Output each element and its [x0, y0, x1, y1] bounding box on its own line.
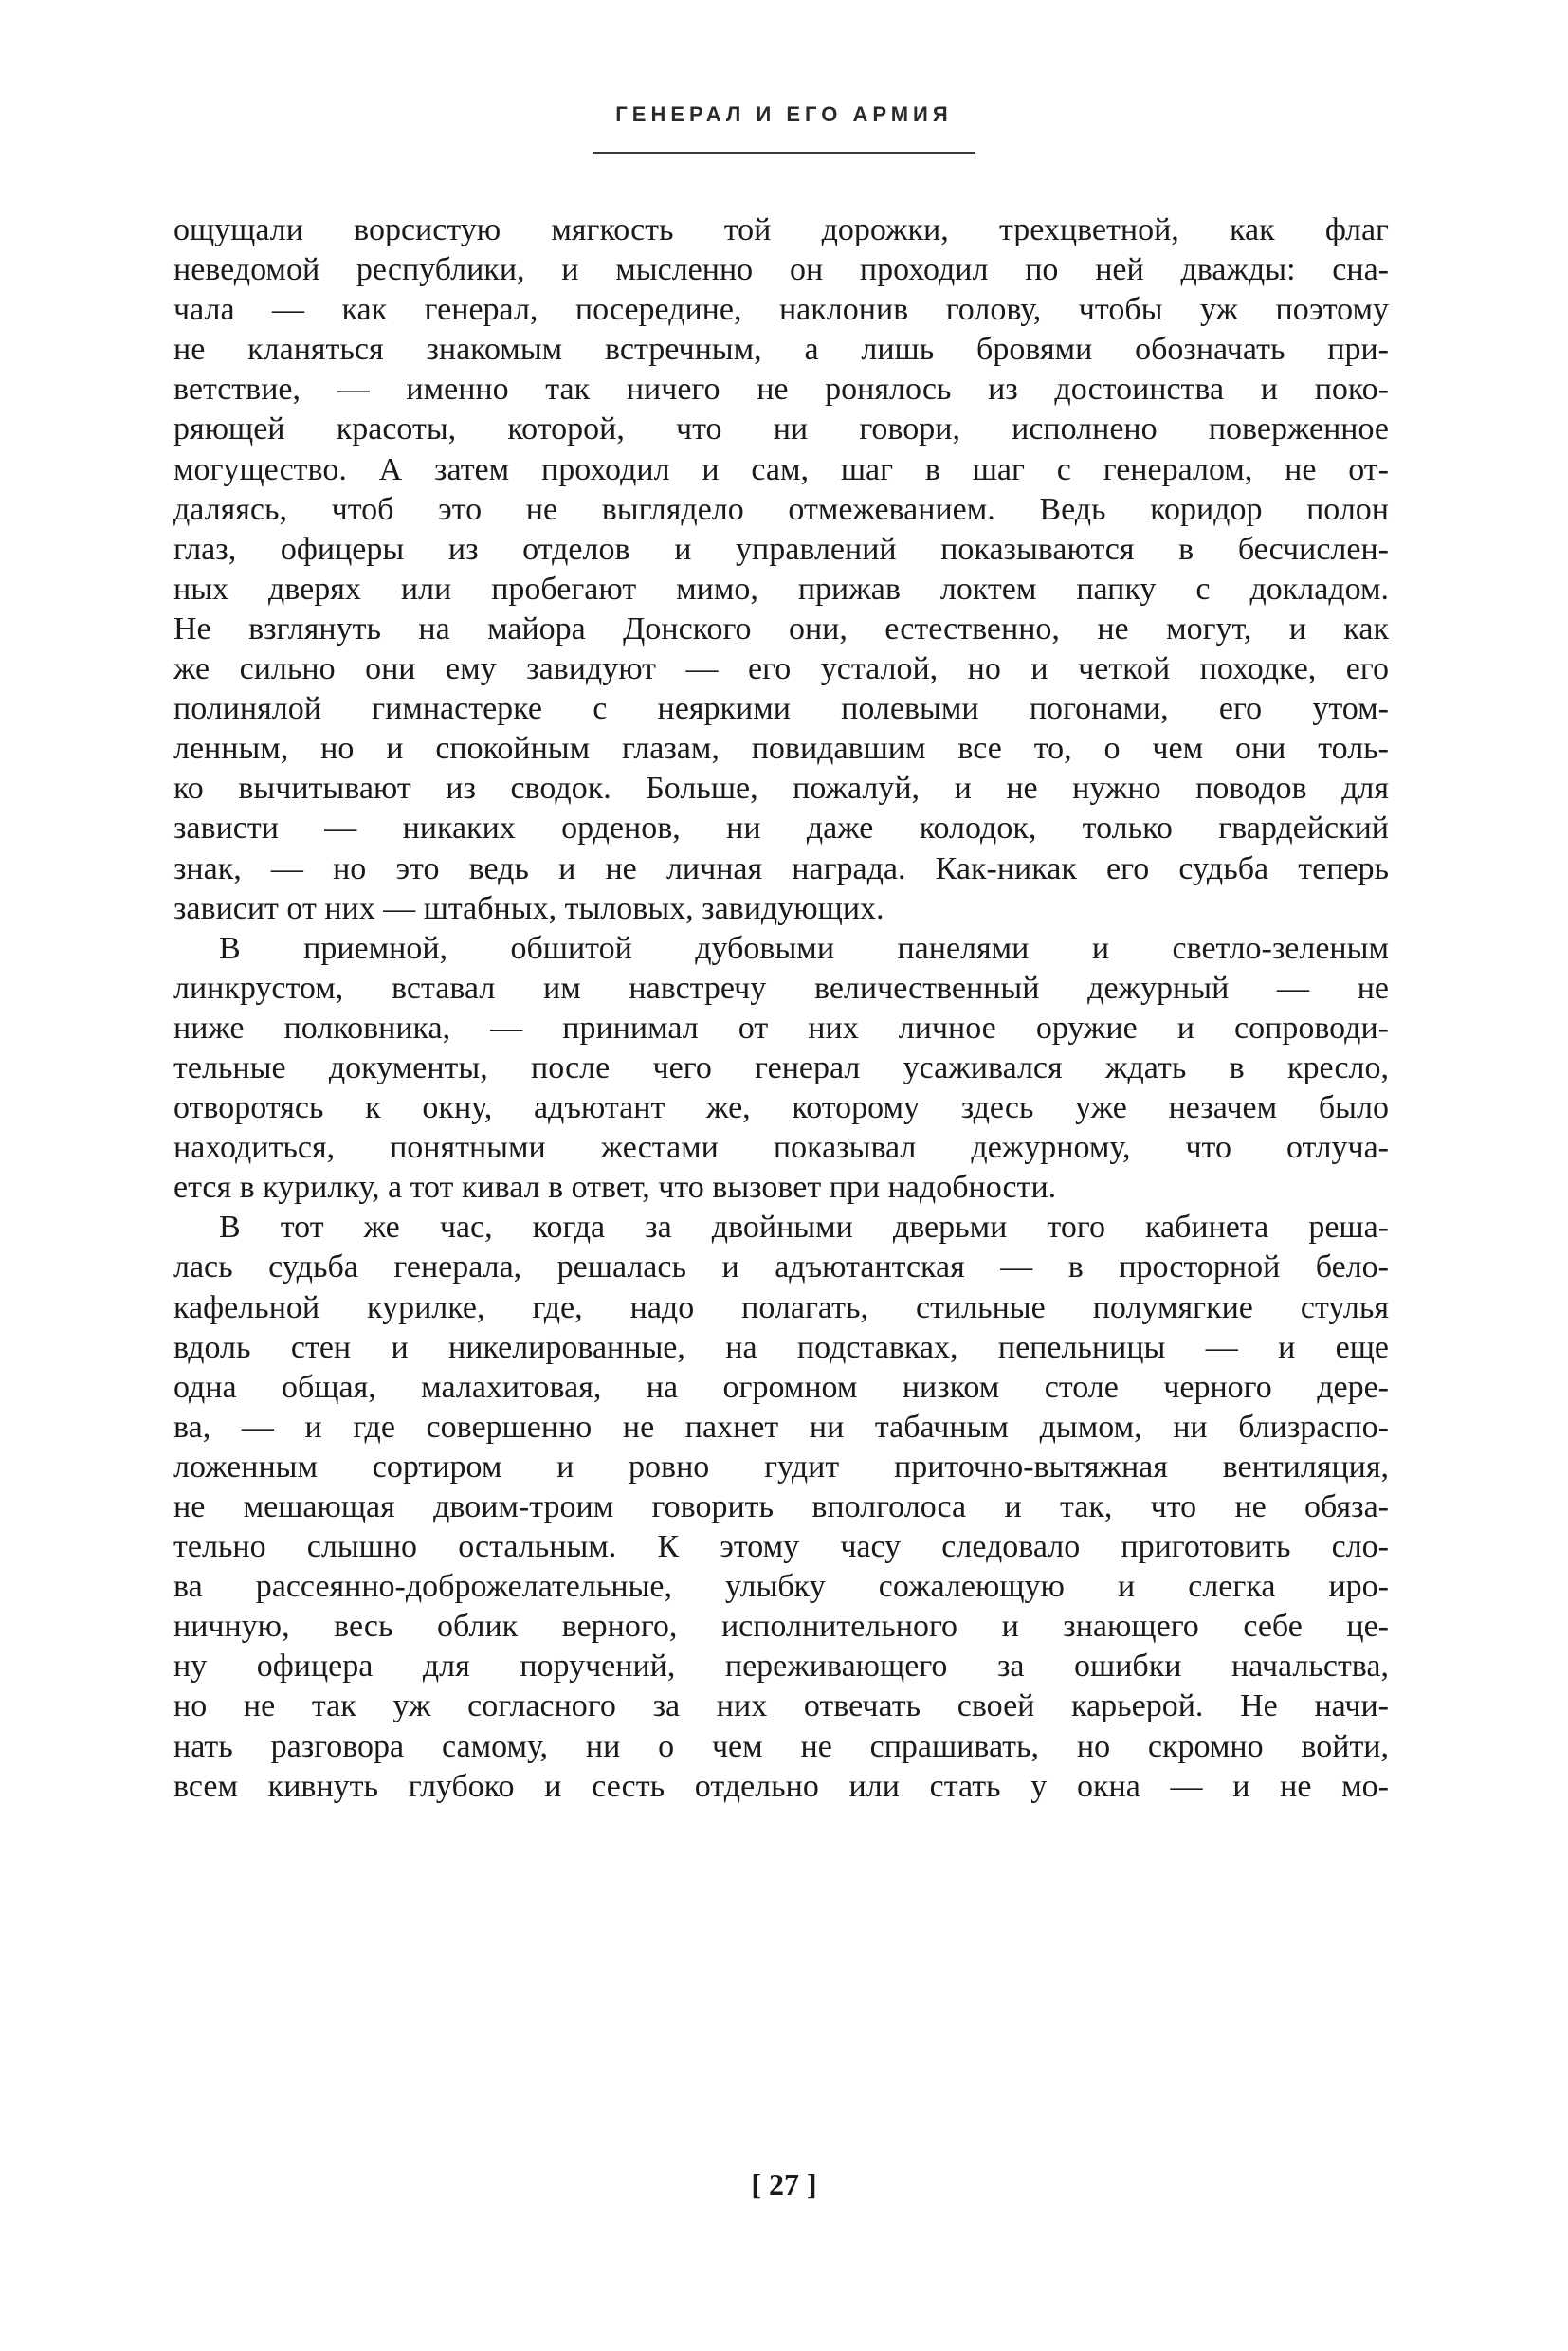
text-line: тельные документы, после чего генерал усаживался ждать в кресло, [173, 1049, 1389, 1085]
text-line: глаз, офицеры из отделов и управлений показываются в бесчислен- [173, 531, 1389, 567]
text-line: ничную, весь облик верного, исполнительного и знающего себе це- [173, 1609, 1389, 1645]
text-line: могущество. А затем проходил и сам, шаг в шаг с генералом, не от- [173, 451, 1389, 487]
text-line: ниже полковника, — принимал от них личное оружие и сопроводи- [173, 1010, 1389, 1046]
text-line: кафельной курилке, где, надо полагать, стильные полумягкие стулья [173, 1289, 1389, 1325]
text-line: знак, — но это ведь и не личная награда. Как-никак его судьба теперь [173, 850, 1389, 886]
text-line: нать разговора самому, ни о чем не спрашивать, но скромно войти, [173, 1728, 1389, 1764]
body-text [173, 210, 1389, 1807]
text-line: Не взглянуть на майора Донского они, естественно, не могут, и как [173, 611, 1389, 647]
text-line: ко вычитывают из сводок. Больше, пожалуй, и не нужно поводов для [173, 771, 1389, 807]
running-header: ГЕНЕРАЛ И ЕГО АРМИЯ [615, 102, 953, 126]
text-line: ных дверях или пробегают мимо, прижав локтем папку с докладом. [173, 571, 1389, 607]
text-line: находиться, понятными жестами показывал дежурному, что отлуча- [173, 1130, 1389, 1166]
text-line: ветствие, — именно так ничего не ронялось из достоинства и поко- [173, 372, 1389, 408]
text-line: не кланяться знакомым встречным, а лишь бровями обозначать при- [173, 332, 1389, 368]
text-line: не мешающая двоим-троим говорить вполголоса и так, что не обяза- [173, 1489, 1389, 1524]
text-line: вдоль стен и никелированные, на подставках, пепельницы — и еще [173, 1329, 1389, 1365]
text-line: полинялой гимнастерке с неяркими полевыми погонами, его утом- [173, 691, 1389, 727]
text-line: линкрустом, вставал им навстречу величественный дежурный — не [173, 970, 1389, 1006]
text-line: ва рассеянно-доброжелательные, улыбку сожалеющую и слегка иро- [173, 1569, 1389, 1605]
text-line: ряющей красоты, которой, что ни говори, исполнено поверженное [173, 411, 1389, 447]
text-line: неведомой республики, и мысленно он проходил по ней дважды: сна- [173, 252, 1389, 288]
text-line: зависит от них — штабных, тыловых, завидующих. [173, 890, 884, 926]
text-line: ленным, но и спокойным глазам, повидавшим все то, о чем они толь- [173, 731, 1389, 767]
text-line: отворотясь к окну, адъютант же, которому здесь уже незачем было [173, 1090, 1389, 1126]
text-line: одна общая, малахитовая, на огромном низком столе черного дере- [173, 1369, 1389, 1405]
text-line: даляясь, чтоб это не выглядело отмежеванием. Ведь коридор полон [173, 491, 1389, 527]
text-line: ощущали ворсистую мягкость той дорожки, трехцветной, как флаг [173, 212, 1389, 247]
text-line: ется в курилку, а тот кивал в ответ, что вызовет при надобности. [173, 1170, 1057, 1206]
text-line: В приемной, обшитой дубовыми панелями и светло-зеленым [219, 930, 1389, 966]
text-line: лась судьба генерала, решалась и адъютантская — в просторной бело- [173, 1249, 1389, 1285]
text-line: ну офицера для поручений, переживающего за ошибки начальства, [173, 1649, 1389, 1685]
text-line: чала — как генерал, посередине, наклонив голову, чтобы уж поэтому [173, 292, 1389, 328]
text-line: тельно слышно остальным. К этому часу следовало приготовить сло- [173, 1529, 1389, 1565]
text-line: зависти — никаких орденов, ни даже колодок, только гвардейский [173, 811, 1389, 847]
header-rule [593, 152, 975, 154]
page-number: [ 27 ] [751, 2167, 817, 2201]
text-line: В тот же час, когда за двойными дверьми того кабинета реша- [219, 1210, 1389, 1246]
text-line: же сильно они ему завидуют — его усталой, но и четкой походке, его [173, 651, 1389, 687]
text-line: всем кивнуть глубоко и сесть отдельно или стать у окна — и не мо- [173, 1768, 1389, 1804]
text-line: ложенным сортиром и ровно гудит приточно-вытяжная вентиляция, [173, 1449, 1389, 1485]
text-line: ва, — и где совершенно не пахнет ни табачным дымом, ни близраспо- [173, 1409, 1389, 1445]
text-line: но не так уж согласного за них отвечать своей карьерой. Не начи- [173, 1688, 1389, 1724]
